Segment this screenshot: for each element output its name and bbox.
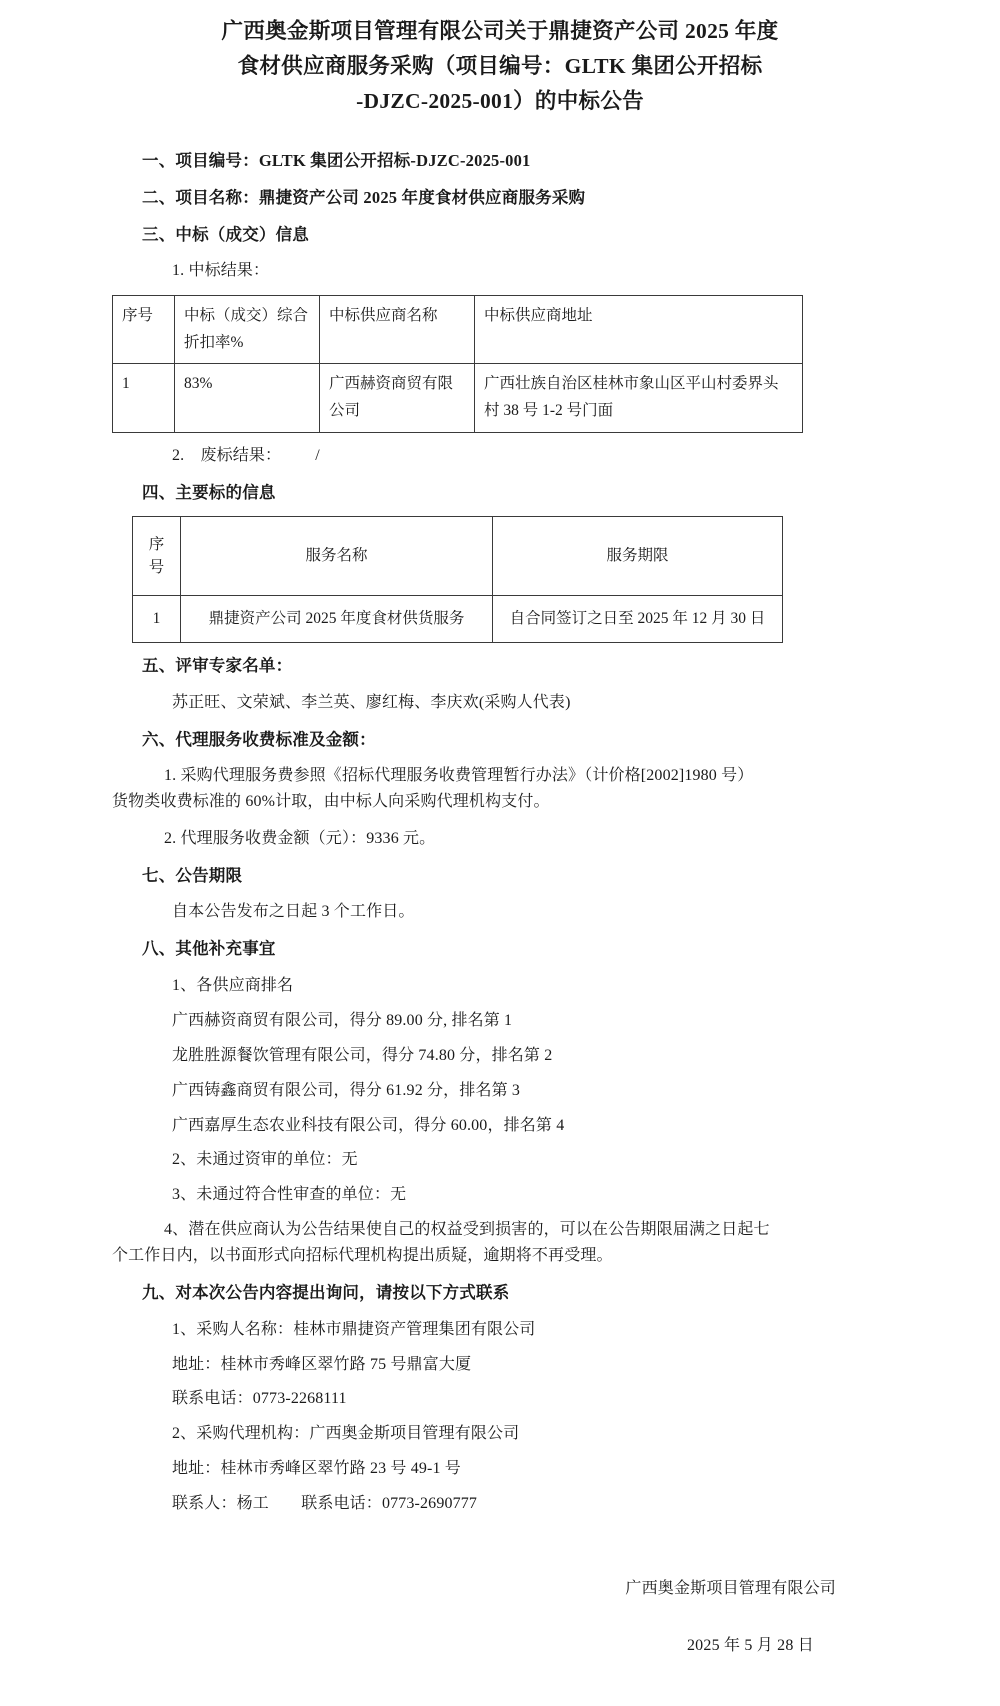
section-contact-heading: 九、对本次公告内容提出询问，请按以下方式联系 (142, 1283, 510, 1303)
discount-rate-line-2: 折扣率% (184, 333, 244, 351)
supplier-ranking-label: 1、各供应商排名 (172, 976, 294, 994)
supplier-ranking-1: 广西赫资商贸有限公司，得分 89.00 分, 排名第 1 (172, 1011, 513, 1029)
table-header-row (113, 296, 803, 364)
failed-bid-result (112, 443, 888, 469)
supplementary-item-2: 2、未通过资审的单位：无 (172, 1151, 358, 1169)
section-agency-fee-heading: 六、代理服务收费标准及金额： (142, 729, 376, 749)
column-header-discount-rate (175, 296, 320, 364)
expert-name-list: 苏正旺、文荣斌、李兰英、廖红梅、李庆欢(采购人代表) (172, 693, 571, 711)
section-supplementary-heading: 八、其他补充事宜 (142, 939, 276, 959)
signature-block (112, 1575, 888, 1659)
section-project-name-heading: 二、项目名称：鼎捷资产公司 2025 年度食材供应商服务采购 (142, 188, 586, 208)
title-line-2: 食材供应商服务采购（项目编号：GLTK 集团公开招标 (237, 53, 763, 78)
column-header-supplier-address: 中标供应商地址 (475, 296, 803, 364)
supplementary-item-4-line-2: 个工作日内，以书面形式向招标代理机构提出质疑，逾期将不再受理。 (112, 1247, 613, 1265)
seq-line-2: 号 (148, 559, 165, 577)
supplier-ranking-3: 广西铸鑫商贸有限公司，得分 61.92 分，排名第 3 (172, 1081, 521, 1099)
supplier-ranking-4: 广西嘉厚生态农业科技有限公司，得分 60.00，排名第 4 (172, 1116, 565, 1134)
cell-seq: 1 (113, 364, 175, 432)
seq-line-1: 序 (148, 535, 165, 553)
cell-seq: 1 (133, 596, 181, 643)
section-project-number-heading: 一、项目编号：GLTK 集团公开招标-DJZC-2025-001 (142, 151, 531, 171)
agency-fee-item-1-line-1: 1. 采购代理服务费参照《招标代理服务收费管理暂行办法》（计价格[2002]1980 号） (164, 767, 754, 785)
cell-service-period: 自合同签订之日至 2025 年 12 月 30 日 (493, 596, 783, 643)
table-row (133, 596, 783, 643)
notice-period-body: 自本公告发布之日起 3 个工作日。 (172, 903, 415, 921)
agency-fee-item-1-line-2: 货物类收费标准的 60%计取，由中标人向采购代理机构支付。 (112, 793, 550, 811)
cell-service-name: 鼎捷资产公司 2025 年度食材供货服务 (181, 596, 493, 643)
supplier-ranking-2: 龙胜胜源餐饮管理有限公司，得分 74.80 分，排名第 2 (172, 1046, 553, 1064)
supplementary-item-4 (112, 1217, 888, 1269)
subject-info-table (132, 516, 783, 643)
agency-name: 2、采购代理机构：广西奥金斯项目管理有限公司 (172, 1425, 520, 1443)
bid-result-table (112, 295, 803, 433)
table-row (113, 364, 803, 432)
cell-discount-rate: 83% (175, 364, 320, 432)
signature-company: 广西奥金斯项目管理有限公司 (625, 1580, 836, 1598)
purchaser-address: 地址：桂林市秀峰区翠竹路 75 号鼎富大厦 (172, 1355, 472, 1373)
title-line-1: 广西奥金斯项目管理有限公司关于鼎捷资产公司 2025 年度 (221, 19, 779, 43)
purchaser-phone: 联系电话：0773-2268111 (172, 1390, 347, 1408)
column-header-service-period: 服务期限 (493, 517, 783, 596)
page-title (112, 14, 888, 118)
section-notice-period-heading: 七、公告期限 (142, 865, 243, 885)
column-header-seq: 序号 (113, 296, 175, 364)
cell-supplier-address: 广西壮族自治区桂林市象山区平山村委界头村 38 号 1-2 号门面 (475, 364, 803, 432)
column-header-supplier-name: 中标供应商名称 (320, 296, 475, 364)
section-experts-heading: 五、评审专家名单： (142, 656, 293, 676)
title-line-3: -DJZC-2025-001）的中标公告 (356, 88, 644, 113)
supplementary-item-3: 3、未通过符合性审查的单位：无 (172, 1186, 407, 1204)
column-header-seq (133, 517, 181, 596)
section-bid-info-heading: 三、中标（成交）信息 (142, 224, 309, 244)
purchaser-name: 1、采购人名称：桂林市鼎捷资产管理集团有限公司 (172, 1320, 536, 1338)
agency-fee-item-1 (112, 763, 888, 815)
failed-bid-label: 2. 废标结果： (172, 446, 282, 464)
supplementary-item-4-line-1: 4、潜在供应商认为公告结果使自己的权益受到损害的，可以在公告期限届满之日起七 (164, 1221, 770, 1239)
agency-address: 地址：桂林市秀峰区翠竹路 23 号 49-1 号 (172, 1460, 461, 1478)
failed-bid-value: / (315, 446, 320, 464)
table-header-row (133, 517, 783, 596)
agency-fee-item-2: 2. 代理服务收费金额（元）：9336 元。 (164, 830, 436, 848)
cell-supplier-name: 广西赫资商贸有限公司 (320, 364, 475, 432)
agency-contact: 联系人：杨工 联系电话：0773-2690777 (172, 1495, 478, 1513)
column-header-service-name: 服务名称 (181, 517, 493, 596)
discount-rate-line-1: 中标（成交）综合 (184, 307, 309, 325)
section-subject-info-heading: 四、主要标的信息 (142, 482, 276, 502)
signature-date: 2025 年 5 月 28 日 (686, 1637, 814, 1655)
bid-result-label: 1. 中标结果： (172, 262, 270, 280)
